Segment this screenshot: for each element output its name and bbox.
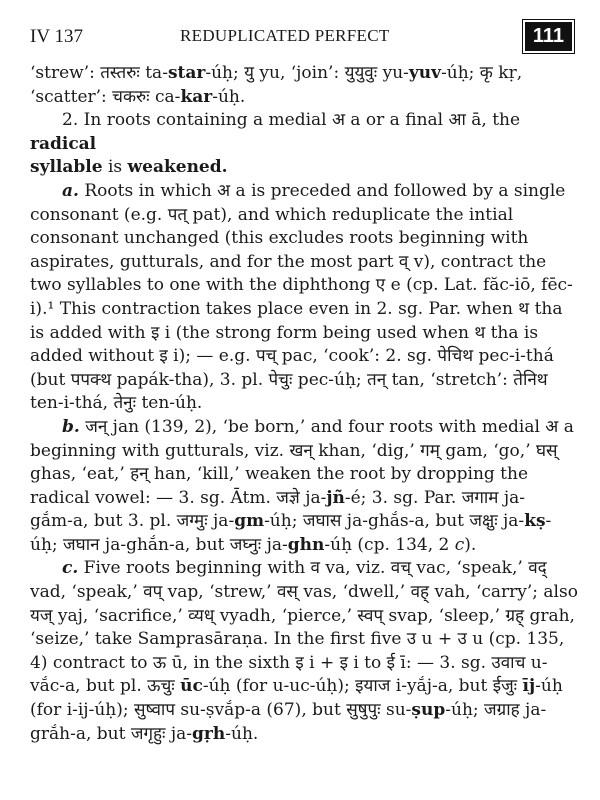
text-run: aspirates, gutturals, and for the most part व् v), contract the [30,251,547,272]
page-header [30,18,578,52]
text-line [30,392,578,416]
text-line [30,62,578,86]
text-run: ṣup [411,700,446,721]
text-line [30,369,578,393]
text-line [30,227,578,251]
text-line [30,557,578,581]
text-run: kar [180,86,213,107]
text-run: -úḥ; जग्राह ja- [445,700,547,721]
text-line [30,86,578,110]
text-run: ghas, ‘eat,’ हन् han, ‘kill,’ weaken the root by dropping the [30,464,529,485]
text-run: grắh-a, but जगृहुः ja- [30,723,193,744]
section-reference: IV 137 [30,26,83,47]
text-line [30,723,578,747]
text-run: ‘seize,’ take Samprasāraṇa. In the first five उ u + उ u (cp. 135, [30,629,565,650]
text-run: ‘scatter’: चकरुः ca- [30,86,181,107]
text-run: 4) contract to ऊ ū, in the sixth इ i + इ i to ई ī: — 3. sg. उवाच u- [30,652,548,673]
text-run: - [545,511,552,532]
text-run: vắc-a, but pl. ऊचुः [30,676,181,697]
text-run: ten-i-thá, तेनुः ten-úḥ. [30,393,203,414]
text-run: consonant unchanged (this excludes roots beginning with [30,228,529,249]
text-run: a. [62,180,79,201]
text-line [30,274,578,298]
text-run: gm [234,511,265,532]
text-run: vad, ‘speak,’ वप् vap, ‘strew,’ वस् vas, ‘dwell,’ वह् vah, ‘carry’; also [30,582,578,603]
text-run: -úḥ; कृ kṛ, [441,63,523,83]
text-run: two syllables to one with the diphthong ए e (cp. Lat. făc-iō, fēc- [30,275,573,296]
text-line [30,440,578,464]
text-run: 2. In roots containing a medial अ a or a final आ ā, the [62,110,521,131]
text-run: syllable [30,157,103,178]
text-line [30,298,578,322]
text-run: -úḥ (cp. 134, 2 [324,534,455,555]
text-line [30,510,578,534]
text-run: i).¹ This contraction takes place even in 2. sg. Par. when थ tha [30,298,563,319]
text-run: gắm-a, but 3. pl. जग्मुः ja- [30,511,235,532]
text-line [30,156,578,180]
text-run: ūc [180,676,203,697]
text-run: gṛh [192,723,226,744]
text-run: c. [62,558,79,579]
text-run: is added with इ i (the strong form being used when थ tha is [30,322,539,343]
text-run: -úḥ; यु yu, ‘join’: युयुवुः yu- [205,63,409,83]
text-run: is [102,157,128,178]
text-run: Five roots beginning with व va, viz. वच् vac, ‘speak,’ वद् [78,558,547,579]
text-run: -é; 3. sg. Par. जगाम ja- [344,487,526,508]
body-text [30,62,578,746]
text-run: yuv [408,63,442,83]
text-run: यज् yaj, ‘sacrifice,’ व्यध् vyadh, ‘pierce,’ स्वप् svap, ‘sleep,’ ग्रह् grah, [30,605,575,626]
text-line [30,345,578,369]
text-run: added without इ i); — e.g. पच् pac, ‘cook’: 2. sg. पेचिथ pec-i-thá [30,346,554,367]
text-run: star [167,63,206,83]
text-run: Roots in which अ a is preceded and followed by a single [78,180,566,201]
text-run: c [454,534,465,555]
text-line [30,322,578,346]
text-run: -úḥ [535,676,563,697]
text-run: consonant (e.g. पत् pat), and which reduplicate the intial [30,204,514,225]
text-run: jñ [326,487,345,508]
text-run: (for i-ij-úḥ); सुष्वाप su-ṣvắp-a (67), but सुषुपुः su- [30,700,412,721]
text-run: (but पपक्थ papák-tha), 3. pl. पेचुः pec-úḥ; तन् tan, ‘stretch’: तेनिथ [30,369,548,390]
text-run: ). [464,534,477,555]
text-run: -úḥ. [212,86,246,107]
text-line [30,109,578,156]
text-run: b. [62,416,80,437]
text-line [30,534,578,558]
text-line [30,675,578,699]
text-run: beginning with gutturals, viz. खन् khan, ‘dig,’ गम् gam, ‘go,’ घस् [30,440,558,461]
text-run: -úḥ. [225,723,259,744]
text-run: -úḥ (for u-uc-úḥ); इयाज i-yắj-a, but ईजुः [202,676,523,697]
text-run: radical [30,133,97,154]
text-run: ‘strew’: तस्तरुः ta- [30,63,168,83]
text-line [30,416,578,440]
text-line [30,463,578,487]
text-line [30,699,578,723]
text-line [30,180,578,204]
text-run: úḥ; जघान ja-ghắn-a, but जघ्नुः ja- [30,534,288,555]
text-line [30,581,578,605]
text-run: जन् jan (139, 2), ‘be born,’ and four roots with medial अ a [79,416,574,437]
text-run: radical vowel: — 3. sg. Ātm. जज्ञे ja- [30,487,327,508]
text-line [30,487,578,511]
text-line [30,628,578,652]
text-line [30,204,578,228]
text-run: kṣ [524,511,546,532]
text-run: -úḥ; जघास ja-ghắs-a, but जक्षुः ja- [264,511,525,532]
text-run: ghn [287,534,325,555]
page-number-badge: 111 [525,22,572,51]
running-title: REDUPLICATED PERFECT [180,26,390,45]
text-line [30,251,578,275]
text-run: īj [522,676,536,697]
text-run: weakened. [127,157,228,178]
text-line [30,652,578,676]
text-line [30,605,578,629]
